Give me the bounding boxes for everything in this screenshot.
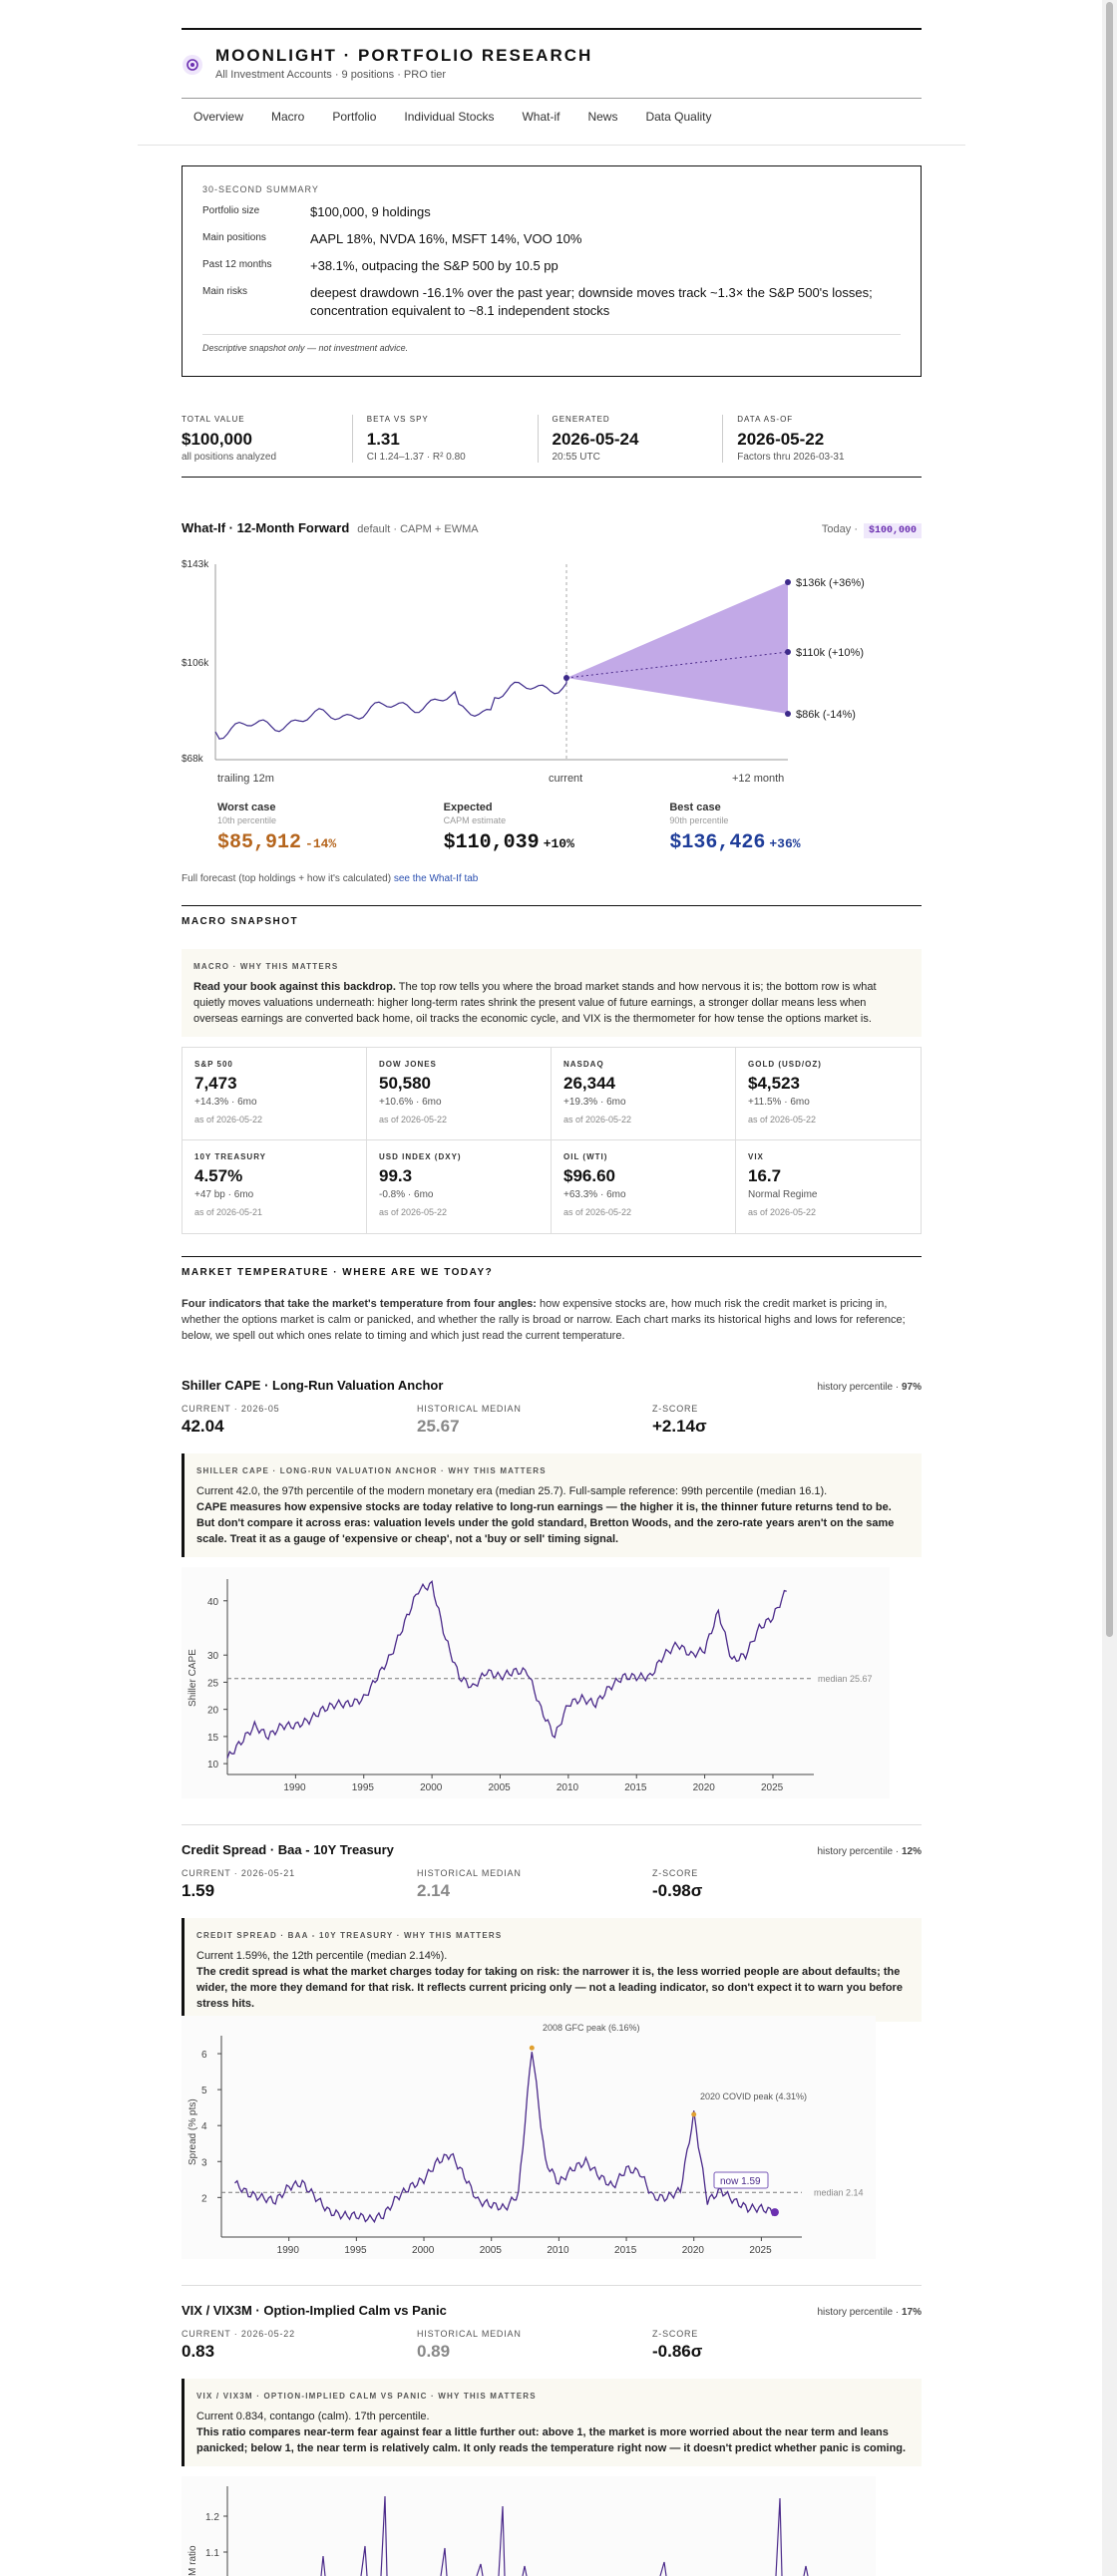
kpi-label: BETA VS SPY: [366, 415, 429, 424]
x-tick-label: 1990: [276, 2245, 299, 2256]
vix-history-percentile: [818, 2307, 923, 2318]
page-scrollbar[interactable]: [1102, 0, 1117, 2576]
macro-label: OIL (WTI): [563, 1152, 608, 1161]
cape-why-box: [182, 1453, 922, 1557]
scenario-pct: +36%: [769, 836, 801, 851]
scenario-pct: +10%: [543, 836, 574, 851]
macro-cell: [736, 1140, 921, 1233]
scenario-row: [217, 802, 896, 854]
stat-value: +2.14σ: [652, 1417, 707, 1436]
stat-label: HISTORICAL MEDIAN: [417, 1404, 522, 1414]
scenario-sub: 10th percentile: [217, 815, 277, 825]
footnote-text: Full forecast (top holdings + how it's calculated): [182, 873, 392, 884]
x-tick-label: 2000: [420, 1782, 443, 1793]
why-bold: CAPE measures how expensive stocks are today relative to long-run earnings — the higher it is, the thinner future returns tend to be. But don't compare it across eras: valuation levels under the gold standard, Bretton Woods, and the zero-rate years aren't on the same scale. Treat it as a gauge of 'expensive or cheap', not a 'buy or sell' timing signal.: [196, 1501, 895, 1545]
kpi-value: 2026-05-22: [737, 430, 825, 449]
whatif-title: What-If · 12-Month Forward: [182, 520, 350, 535]
summary-row: [202, 257, 901, 275]
y-tick-label: $143k: [182, 559, 209, 570]
stat-current: [182, 1868, 417, 1901]
median-tag: median 25.67: [818, 1673, 873, 1684]
trailing-value-line: [215, 678, 566, 739]
macro-date: as of 2026-05-22: [563, 1115, 632, 1125]
macro-label: 10Y TREASURY: [194, 1152, 267, 1161]
y-tick-label: $106k: [182, 658, 209, 669]
current-point: [563, 675, 569, 681]
stat-median: [417, 1868, 652, 1901]
cape-history-percentile: [818, 1382, 923, 1393]
intro-lead: Four indicators that take the market's temperature from four angles:: [182, 1298, 537, 1310]
kpi-sub: 20:55 UTC: [552, 452, 600, 463]
stat-value: 2.14: [417, 1881, 451, 1900]
whatif-tab-link[interactable]: see the What-If tab: [393, 873, 479, 884]
y-tick-label: 1.2: [205, 2512, 219, 2523]
scenario-title: Best case: [669, 802, 721, 813]
scenario-sub: 90th percentile: [669, 815, 729, 825]
app-title: MOONLIGHT · PORTFOLIO RESEARCH: [215, 46, 593, 65]
y-axis-label: M ratio: [187, 2545, 198, 2576]
credit-why-box: [182, 1918, 922, 2022]
macro-change: +14.3% · 6mo: [194, 1097, 257, 1108]
macro-label: DOW JONES: [379, 1060, 437, 1069]
macro-change: +19.3% · 6mo: [563, 1097, 626, 1108]
expected-end-label: $110k (+10%): [796, 647, 864, 659]
nav-what-if[interactable]: What-if: [522, 110, 560, 124]
why-line: Current 1.59%, the 12th percentile (median 2.14%).: [196, 1950, 448, 1962]
kpi-value: $100,000: [182, 430, 252, 449]
macro-label: S&P 500: [194, 1060, 233, 1069]
macro-label: VIX: [748, 1152, 764, 1161]
cape-line: [227, 1581, 787, 1758]
summary-row: [202, 230, 901, 248]
cape-stats: [182, 1404, 922, 1437]
stat-value: 0.89: [417, 2342, 451, 2361]
summary-key: Past 12 months: [202, 259, 272, 270]
summary-disclaimer: Descriptive snapshot only — not investment advice.: [202, 343, 409, 353]
credit-spread-line: [235, 2052, 775, 2222]
expected-point: [785, 649, 791, 655]
x-label: +12 month: [732, 773, 785, 785]
macro-label: GOLD (USD/OZ): [748, 1060, 822, 1069]
scenario-expected: [444, 802, 670, 854]
x-tick-label: 2015: [624, 1782, 647, 1793]
nav-individual-stocks[interactable]: Individual Stocks: [404, 110, 495, 124]
macro-change: Normal Regime: [748, 1189, 818, 1200]
macro-date: as of 2026-05-22: [379, 1115, 448, 1125]
y-tick-label: 4: [201, 2121, 207, 2133]
scrollbar-thumb[interactable]: [1106, 2, 1113, 1637]
brand-header: [182, 46, 592, 81]
summary-value: AAPL 18%, NVDA 16%, MSFT 14%, VOO 10%: [310, 231, 582, 246]
stat-label: Z-SCORE: [652, 2329, 699, 2339]
macro-value: 26,344: [563, 1074, 615, 1093]
scenario-value: [444, 831, 670, 854]
y-tick-label: 2: [201, 2193, 207, 2205]
why-bold: This ratio compares near-term fear against fear a little further out: above 1, the market is more worried about the near term and leans panicked; below 1, the near term is relatively calm. It only reads the temperature right now — it doesn't predict whether panic is coming.: [196, 2426, 907, 2454]
macro-section-title: MACRO SNAPSHOT: [182, 905, 922, 927]
credit-title: Credit Spread · Baa - 10Y Treasury: [182, 1842, 394, 1857]
credit-stats: [182, 1868, 922, 1901]
hp-label: history percentile ·: [817, 1382, 900, 1393]
kpi-data-as-of: [737, 415, 908, 463]
macro-cell: [552, 1140, 736, 1233]
stat-label: CURRENT · 2026-05: [182, 1404, 280, 1414]
moon-logo-icon: [182, 54, 203, 76]
vix-header: [182, 2303, 922, 2318]
now-marker: [771, 2208, 779, 2216]
x-tick-label: 2000: [412, 2245, 435, 2256]
kpi-sub: Factors thru 2026-03-31: [737, 452, 845, 463]
stat-value: -0.86σ: [652, 2342, 703, 2361]
median-tag: median 2.14: [814, 2187, 864, 2198]
kpi-sub: CI 1.24–1.37 · R² 0.80: [366, 452, 466, 463]
scenario-amount: $136,426: [669, 831, 766, 854]
gfc-annotation: 2008 GFC peak (6.16%): [543, 2023, 640, 2033]
macro-date: as of 2026-05-21: [194, 1207, 263, 1217]
stat-label: Z-SCORE: [652, 1868, 699, 1878]
covid-annotation: 2020 COVID peak (4.31%): [700, 2092, 808, 2101]
macro-cell: [367, 1048, 552, 1140]
stat-value: 42.04: [182, 1417, 224, 1436]
hp-label: history percentile ·: [817, 2307, 900, 2318]
summary-key: Main risks: [202, 286, 248, 297]
macro-cell: [183, 1140, 367, 1233]
x-tick-label: 1990: [283, 1782, 306, 1793]
x-tick-label: 2005: [479, 2245, 502, 2256]
temperature-intro: [182, 1296, 922, 1344]
macro-value: 99.3: [379, 1166, 413, 1185]
x-label: trailing 12m: [217, 773, 274, 785]
macro-value: $4,523: [748, 1074, 800, 1093]
stat-value: 0.83: [182, 2342, 215, 2361]
forecast-fan: [566, 582, 788, 714]
cape-chart: [182, 1567, 890, 1798]
macro-label: NASDAQ: [563, 1060, 604, 1069]
summary-value: +38.1%, outpacing the S&P 500 by 10.5 pp: [310, 258, 558, 273]
credit-history-percentile: [818, 1846, 923, 1857]
kpi-value: 1.31: [366, 430, 400, 449]
y-tick-label: 6: [201, 2050, 207, 2062]
whatif-chart: [182, 554, 922, 794]
best-point: [785, 579, 791, 585]
x-label: current: [549, 773, 583, 785]
y-tick-label: $68k: [182, 754, 203, 765]
nav-divider: [182, 98, 922, 99]
now-tag: now 1.59: [720, 2176, 761, 2187]
macro-cell: [183, 1048, 367, 1140]
credit-header: [182, 1842, 922, 1857]
summary-value: $100,000, 9 holdings: [310, 204, 431, 219]
nav-bottom-divider: [138, 145, 965, 146]
scenario-pct: -14%: [305, 836, 337, 851]
kpi-label: TOTAL VALUE: [182, 415, 245, 424]
summary-row: [202, 284, 901, 320]
kpi-label: DATA AS-OF: [737, 415, 794, 424]
summary-row: [202, 203, 901, 221]
macro-change: +47 bp · 6mo: [194, 1189, 254, 1200]
y-tick-label: 1.1: [205, 2548, 219, 2559]
hp-value: 12%: [901, 1846, 922, 1857]
macro-change: -0.8% · 6mo: [379, 1189, 434, 1200]
hp-label: history percentile ·: [817, 1846, 900, 1857]
nav-portfolio[interactable]: Portfolio: [332, 110, 377, 124]
kpi-total-value: [182, 415, 353, 463]
scenario-value: [669, 831, 896, 854]
summary-label: 30-SECOND SUMMARY: [202, 184, 319, 194]
app-subtitle: All Investment Accounts · 9 positions · PRO tier: [215, 69, 447, 81]
summary-divider: [202, 334, 901, 335]
macro-value: 7,473: [194, 1074, 237, 1093]
summary-key: Portfolio size: [202, 205, 260, 216]
worst-end-label: $86k (-14%): [796, 709, 856, 721]
stat-zscore: [652, 2329, 888, 2362]
intro-body: how expensive stocks are, how much risk the credit market is pricing in, whether the options market is calm or panicked, and whether the rally is broad or narrow. Each chart marks its historical highs and lows for reference; below, we spell out which ones relate to timing and which just read the current temperature.: [182, 1298, 906, 1342]
whatif-footnote: [182, 873, 478, 884]
best-end-label: $136k (+36%): [796, 577, 865, 589]
cape-title: Shiller CAPE · Long-Run Valuation Anchor: [182, 1378, 444, 1393]
vix-ratio-line: [321, 2496, 808, 2576]
summary-key: Main positions: [202, 232, 266, 243]
stat-current: [182, 1404, 417, 1437]
stat-current: [182, 2329, 417, 2362]
macro-date: as of 2026-05-22: [563, 1207, 632, 1217]
vix-why-box: [182, 2379, 922, 2466]
macro-label: USD INDEX (DXY): [379, 1152, 462, 1161]
nav-overview[interactable]: Overview: [193, 110, 244, 124]
stat-zscore: [652, 1404, 888, 1437]
why-text: [193, 979, 910, 1027]
macro-value: 4.57%: [194, 1166, 243, 1185]
worst-point: [785, 711, 791, 717]
y-tick-label: 20: [207, 1705, 219, 1717]
x-tick-label: 2015: [614, 2245, 637, 2256]
why-bold: The credit spread is what the market charges today for taking on risk: the narrower it is, the less worried people are about defaults; the wider, the more they demand for that risk. It reflects current pricing only — not a leading indicator, so don't expect it to warn you before stress hits.: [196, 1966, 903, 2010]
macro-why-box: [182, 949, 922, 1037]
gfc-peak-marker: [530, 2046, 535, 2051]
section-divider: [182, 1824, 922, 1825]
x-tick-label: 2025: [760, 1782, 784, 1793]
x-tick-label: 2010: [547, 2245, 569, 2256]
why-heading: VIX / VIX3M · OPTION-IMPLIED CALM VS PANIC · WHY THIS MATTERS: [196, 2392, 537, 2401]
x-tick-label: 2025: [749, 2245, 772, 2256]
scenario-amount: $110,039: [443, 831, 540, 854]
x-tick-label: 1995: [344, 2245, 367, 2256]
nav-data-quality[interactable]: Data Quality: [645, 110, 712, 124]
scenario-amount: $85,912: [217, 831, 302, 854]
vix-chart: [182, 2476, 876, 2576]
macro-value: $96.60: [563, 1166, 615, 1185]
vix-title: VIX / VIX3M · Option-Implied Calm vs Panic: [182, 2303, 447, 2318]
hp-value: 17%: [901, 2307, 922, 2318]
macro-value: 16.7: [748, 1166, 782, 1185]
stat-label: HISTORICAL MEDIAN: [417, 2329, 522, 2339]
y-tick-label: 25: [207, 1678, 219, 1690]
y-tick-label: 30: [207, 1651, 219, 1663]
y-tick-label: 10: [207, 1760, 219, 1771]
kpi-generated: [553, 415, 724, 463]
kpi-label: GENERATED: [552, 415, 610, 424]
kpi-beta: [367, 415, 539, 463]
macro-cell: [552, 1048, 736, 1140]
y-tick-label: 3: [201, 2157, 207, 2169]
nav-news[interactable]: News: [587, 110, 618, 124]
stat-value: 1.59: [182, 1881, 215, 1900]
cape-header: [182, 1378, 922, 1393]
y-axis-label: Spread (% pts): [187, 2098, 198, 2165]
whatif-today-label: Today ·: [821, 523, 858, 535]
kpi-value: 2026-05-24: [552, 430, 639, 449]
why-heading: MACRO · WHY THIS MATTERS: [193, 962, 339, 971]
nav-macro[interactable]: Macro: [271, 110, 305, 124]
stat-median: [417, 1404, 652, 1437]
credit-chart: [182, 2016, 876, 2259]
section-divider: [182, 2285, 922, 2286]
header-rule: [182, 28, 922, 30]
macro-grid: [182, 1047, 922, 1234]
macro-cell: [367, 1140, 552, 1233]
stat-label: Z-SCORE: [652, 1404, 699, 1414]
why-line: Current 42.0, the 97th percentile of the modern monetary era (median 25.7). Full-sample reference: 99th percentile (median 16.1).: [196, 1485, 828, 1497]
x-tick-label: 2010: [556, 1782, 579, 1793]
y-tick-label: 40: [207, 1596, 219, 1608]
y-axis-label: Shiller CAPE: [187, 1649, 198, 1707]
macro-date: as of 2026-05-22: [748, 1207, 817, 1217]
x-tick-label: 2020: [681, 2245, 704, 2256]
summary-card: [182, 165, 922, 377]
why-heading: CREDIT SPREAD · BAA - 10Y TREASURY · WHY THIS MATTERS: [196, 1931, 503, 1940]
scenario-title: Expected: [443, 802, 493, 813]
stat-label: CURRENT · 2026-05-21: [182, 1868, 295, 1878]
main-nav: [193, 110, 740, 124]
macro-date: as of 2026-05-22: [379, 1207, 448, 1217]
scenario-worst: [217, 802, 444, 854]
covid-peak-marker: [691, 2111, 696, 2116]
whatif-today-value: $100,000: [864, 523, 922, 538]
macro-change: +11.5% · 6mo: [748, 1097, 810, 1108]
stat-label: CURRENT · 2026-05-22: [182, 2329, 295, 2339]
summary-value: deepest drawdown -16.1% over the past year; downside moves track ~1.3× the S&P 500's losses; concentration equivalent to ~8.1 independent stocks: [310, 285, 873, 318]
hp-value: 97%: [901, 1382, 922, 1393]
temperature-section-title: MARKET TEMPERATURE · WHERE ARE WE TODAY?: [182, 1256, 922, 1278]
whatif-header: [182, 520, 922, 538]
vix-stats: [182, 2329, 922, 2362]
x-tick-label: 2005: [488, 1782, 511, 1793]
why-body: The top row tells you where the broad market stands and how nervous it is; the bottom row is what quietly moves valuations underneath: higher long-term rates shrink the present value of future earnings, a stronger dollar means less when overseas earnings are converted back home, oil tracks the economic cycle, and VIX is the thermometer for how tense the options market is.: [193, 981, 877, 1025]
kpi-sub: all positions analyzed: [182, 452, 277, 463]
why-line: Current 0.834, contango (calm). 17th percentile.: [196, 2411, 430, 2422]
scenario-best: [669, 802, 896, 854]
macro-change: +10.6% · 6mo: [379, 1097, 442, 1108]
x-tick-label: 2020: [692, 1782, 715, 1793]
y-tick-label: 15: [207, 1732, 219, 1744]
scenario-sub: CAPM estimate: [443, 815, 507, 825]
stat-value: 25.67: [417, 1417, 460, 1436]
stat-value: -0.98σ: [652, 1881, 703, 1900]
macro-cell: [736, 1048, 921, 1140]
stat-median: [417, 2329, 652, 2362]
macro-date: as of 2026-05-22: [194, 1115, 263, 1125]
y-tick-label: 5: [201, 2086, 207, 2097]
whatif-mode: default · CAPM + EWMA: [357, 523, 479, 535]
x-tick-label: 1995: [351, 1782, 374, 1793]
why-heading: SHILLER CAPE · LONG-RUN VALUATION ANCHOR · WHY THIS MATTERS: [196, 1466, 547, 1475]
kpi-strip: [182, 415, 922, 478]
macro-value: 50,580: [379, 1074, 431, 1093]
stat-label: HISTORICAL MEDIAN: [417, 1868, 522, 1878]
scenario-title: Worst case: [217, 802, 276, 813]
why-lead: Read your book against this backdrop.: [193, 981, 396, 993]
scenario-value: [217, 831, 444, 854]
macro-change: +63.3% · 6mo: [563, 1189, 626, 1200]
macro-date: as of 2026-05-22: [748, 1115, 817, 1125]
stat-zscore: [652, 1868, 888, 1901]
